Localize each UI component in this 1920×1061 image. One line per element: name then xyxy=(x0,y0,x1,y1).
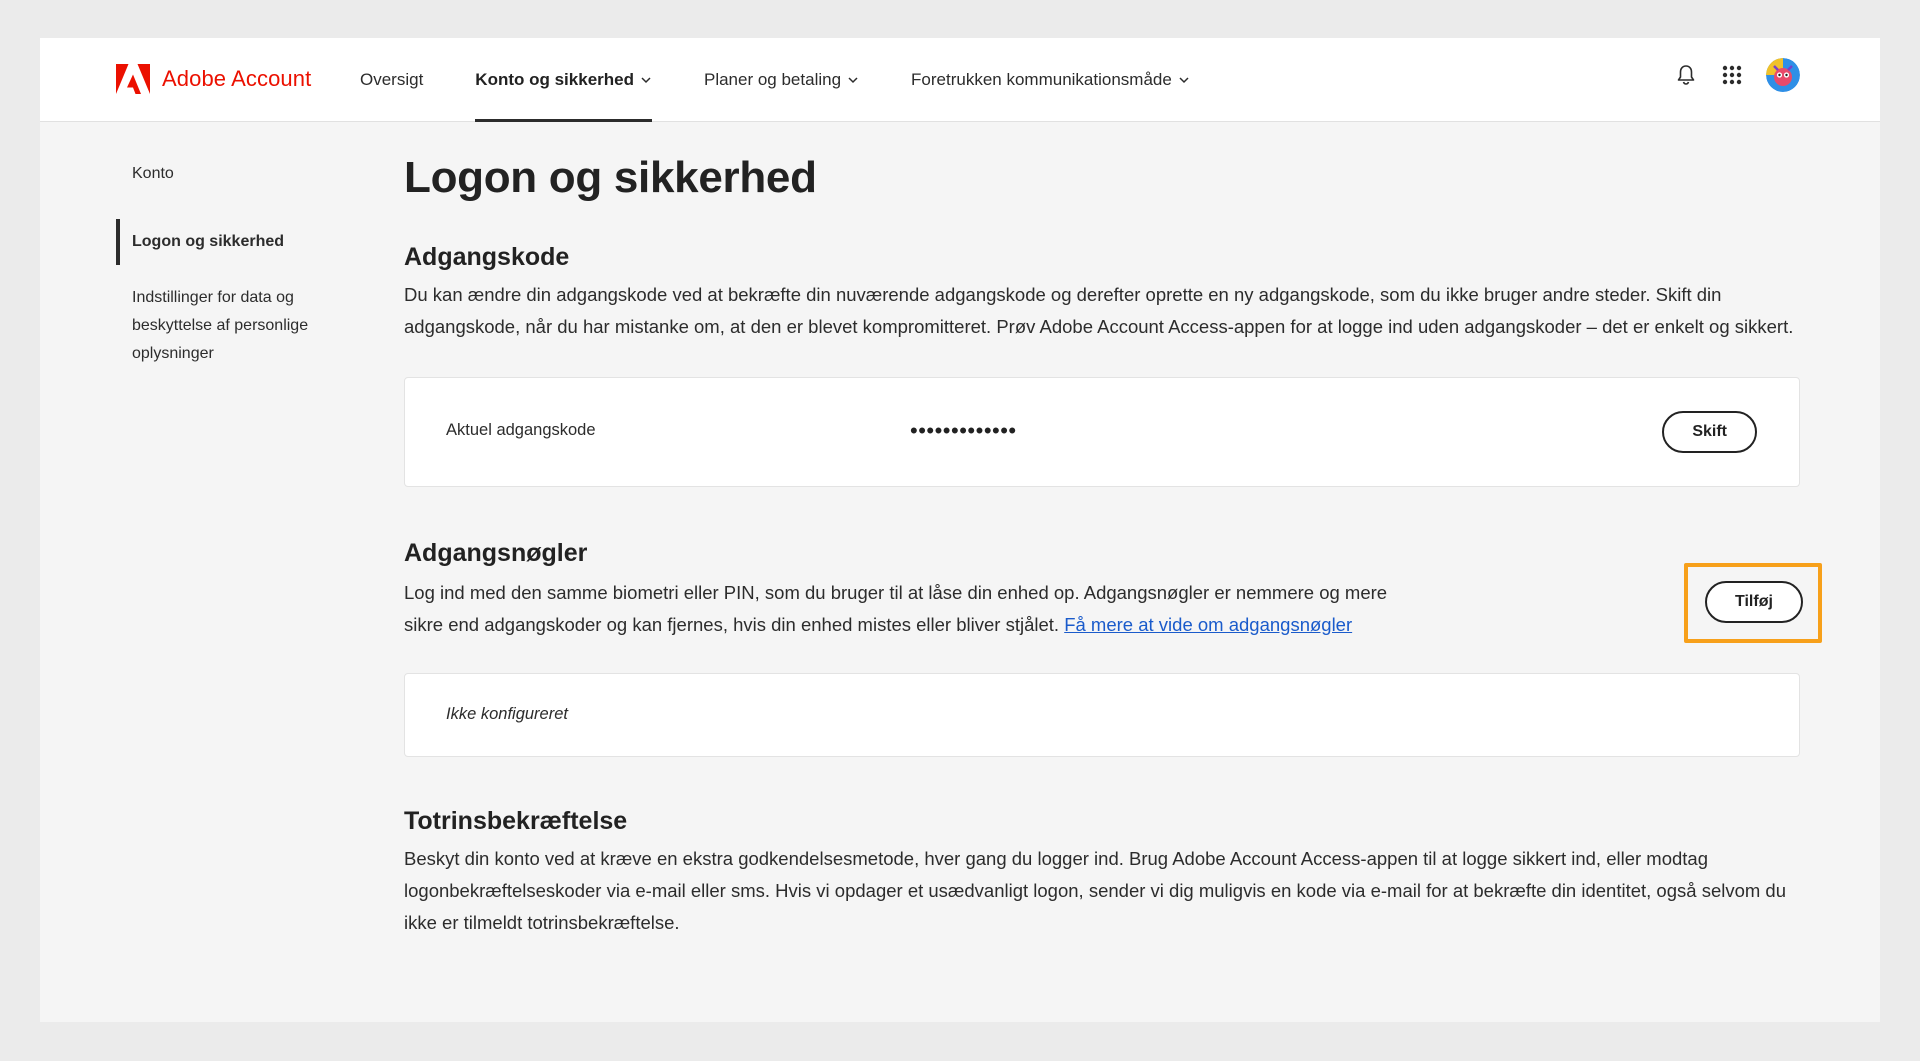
nav-foretrukken-kommunikation[interactable] xyxy=(911,38,1190,122)
learn-more-passkeys-link[interactable]: Få mere at vide om adgangsnøgler xyxy=(1064,614,1353,635)
sidebar-item-data-indstillinger[interactable] xyxy=(116,284,336,368)
adobe-logo-icon xyxy=(116,64,150,94)
nav-label: Foretrukken kommunikationsmåde xyxy=(911,70,1172,89)
passkeys-section-title: Adgangsnøgler xyxy=(404,539,588,567)
passkeys-status: Ikke konfigureret xyxy=(446,705,568,723)
top-header xyxy=(40,38,1880,122)
sidebar-item-label: Indstillinger for data og beskyttelse af personlige oplysninger xyxy=(132,289,309,362)
passkeys-description-text: Log ind med den samme biometri eller PIN, som du bruger til at låse din enhed op. Adgangsnøgler er nemmere og mere sikre end adgangskoder og kan fjernes, hvis din enhed mistes eller bliver stjålet. xyxy=(404,582,1388,635)
chevron-down-icon xyxy=(1178,74,1190,86)
sidebar-item-konto[interactable] xyxy=(116,160,346,188)
brand[interactable] xyxy=(116,64,311,94)
main-content xyxy=(404,152,1800,939)
two-step-description: Beskyt din konto ved at kræve en ekstra godkendelsesmetode, hver gang du logger ind. Brug Adobe Account Access-appen til at logge sikkert ind, eller modtag logonbekræftelseskoder via e-mail eller sms. Hvis vi opdager et usædvanligt logon, sender vi dig muligvis en kode via e-mail for at bekræfte din identitet, også selvom du ikke er tilmeldt totrinsbekræftelse. xyxy=(404,848,1787,933)
page-title: Logon og sikkerhed xyxy=(404,153,817,202)
password-section-title: Adgangskode xyxy=(404,243,570,271)
change-password-button[interactable]: Skift xyxy=(1662,411,1757,453)
nav-label: Konto og sikkerhed xyxy=(475,70,634,89)
nav-konto-og-sikkerhed[interactable] xyxy=(475,38,652,122)
current-password-label: Aktuel adgangskode xyxy=(446,421,596,439)
nav-label: Oversigt xyxy=(360,70,424,89)
main-nav xyxy=(360,38,1242,122)
nav-planer-og-betaling[interactable] xyxy=(704,38,859,122)
page-frame xyxy=(40,38,1880,1022)
avatar[interactable] xyxy=(1766,58,1800,92)
password-description: Du kan ændre din adgangskode ved at bekræfte din nuværende adgangskode og derefter oprette en ny adgangskode, som du ikke bruger andre steder. Skift din adgangskode, når du har mistanke om, at den er blevet kompromitteret. Prøv Adobe Account Access-appen for at logge ind uden adgangskoder – det er enkelt og sikkert. xyxy=(404,284,1794,337)
chevron-down-icon xyxy=(847,74,859,86)
passkeys-status-card xyxy=(404,673,1800,757)
sidebar-item-logon-og-sikkerhed[interactable] xyxy=(116,219,346,265)
brand-name: Adobe Account xyxy=(162,66,312,91)
sidebar xyxy=(116,152,346,368)
sidebar-item-label: Konto xyxy=(132,165,174,182)
current-password-value: ••••••••••••• xyxy=(910,418,1017,443)
apps-grid-icon[interactable] xyxy=(1720,63,1744,87)
bell-icon[interactable] xyxy=(1674,63,1698,87)
nav-label: Planer og betaling xyxy=(703,70,842,89)
passkeys-section xyxy=(404,537,1800,641)
nav-oversigt[interactable] xyxy=(360,38,423,122)
passkeys-description xyxy=(404,577,1424,641)
chevron-down-icon xyxy=(640,74,652,86)
header-icons xyxy=(1674,58,1800,92)
two-step-section-title: Totrinsbekræftelse xyxy=(404,807,628,835)
add-passkey-button[interactable]: Tilføj xyxy=(1705,581,1803,623)
password-card xyxy=(404,377,1800,487)
sidebar-item-label: Logon og sikkerhed xyxy=(132,233,285,250)
